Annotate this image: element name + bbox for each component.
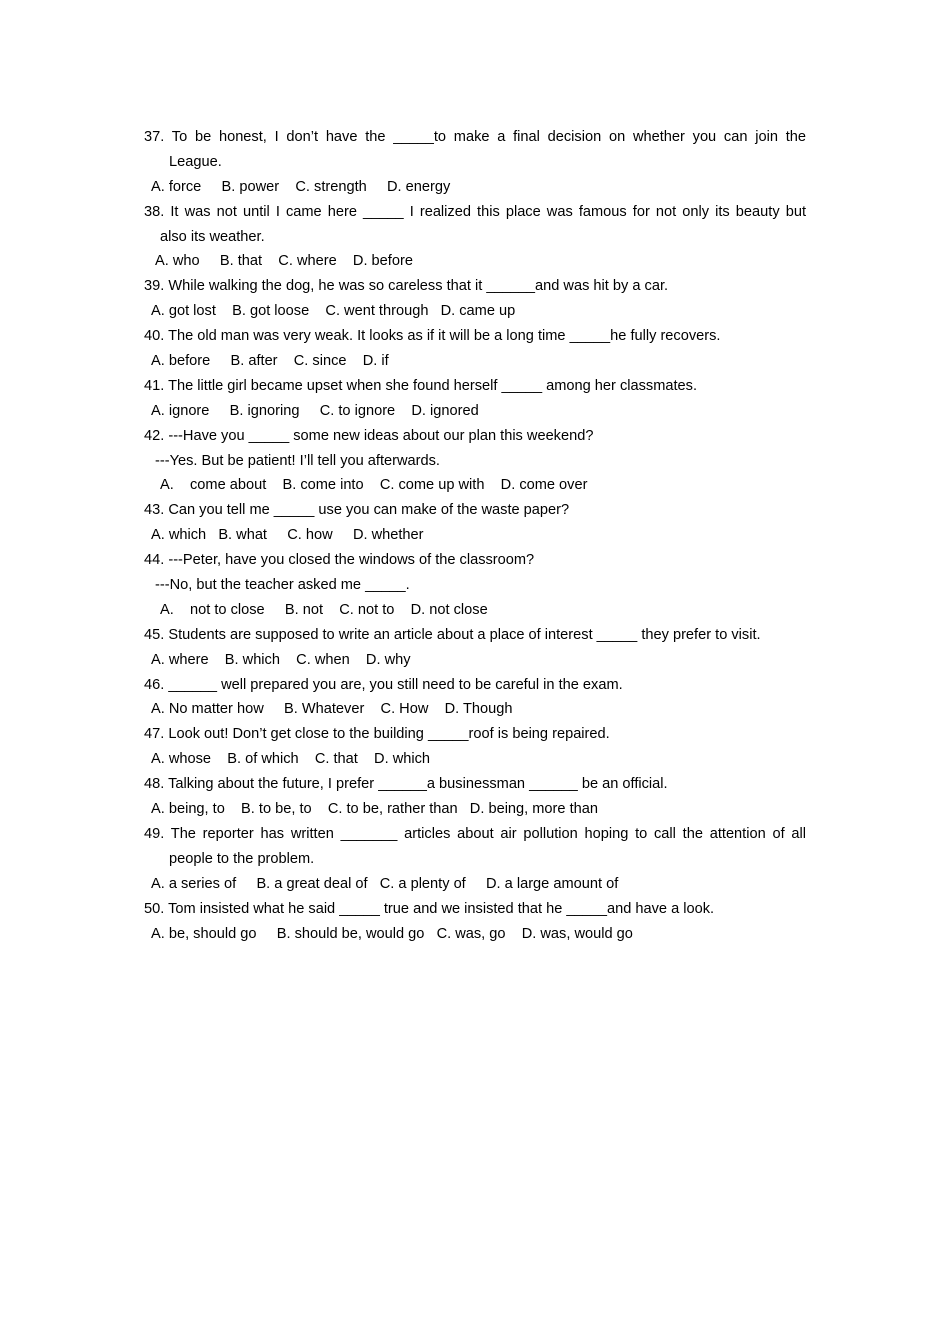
question-41-options: A. ignore B. ignoring C. to ignore D. ignored <box>151 402 479 419</box>
question-42-reply: ---Yes. But be patient! I’ll tell you afterwards. <box>155 452 440 469</box>
question-48-options: A. being, to B. to be, to C. to be, rather than D. being, more than <box>151 801 598 818</box>
question-39-text: 39. While walking the dog, he was so careless that it ______and was hit by a car. <box>144 278 669 295</box>
question-49-text-continued: people to the problem. <box>169 850 315 867</box>
question-42-options: A. come about B. come into C. come up with D. come over <box>160 477 588 494</box>
question-46-options: A. No matter how B. Whatever C. How D. Though <box>151 701 513 718</box>
question-49-options: A. a series of B. a great deal of C. a plenty of D. a large amount of <box>151 875 619 892</box>
question-45-options: A. where B. which C. when D. why <box>151 651 411 668</box>
question-48-text: 48. Talking about the future, I prefer ______a businessman ______ be an official. <box>144 776 668 793</box>
question-40-options: A. before B. after C. since D. if <box>151 353 389 370</box>
question-47-options: A. whose B. of which C. that D. which <box>151 751 431 768</box>
question-39-options: A. got lost B. got loose C. went through D. came up <box>151 303 516 320</box>
question-43-text: 43. Can you tell me _____ use you can make of the waste paper? <box>144 502 570 519</box>
question-43-options: A. which B. what C. how D. whether <box>151 527 424 544</box>
question-45-text: 45. Students are supposed to write an article about a place of interest _____ they prefer to visit. <box>144 626 761 643</box>
question-44-text: 44. ---Peter, have you closed the windows of the classroom? <box>144 552 535 569</box>
question-42-text: 42. ---Have you _____ some new ideas about our plan this weekend? <box>144 427 594 444</box>
question-37-text-continued: League. <box>169 153 222 170</box>
question-50-options: A. be, should go B. should be, would go C. was, go D. was, would go <box>151 925 633 942</box>
question-41-text: 41. The little girl became upset when she found herself _____ among her classmates. <box>144 377 697 394</box>
question-37-text: 37. To be honest, I don’t have the _____to make a final decision on whether you can join the <box>144 129 806 145</box>
question-50-text: 50. Tom insisted what he said _____ true and we insisted that he _____and have a look. <box>144 900 715 917</box>
question-37-options: A. force B. power C. strength D. energy <box>151 178 451 195</box>
question-47-text: 47. Look out! Don’t get close to the building _____roof is being repaired. <box>144 726 610 743</box>
question-38-text: 38. It was not until I came here _____ I realized this place was famous for not only its beauty but <box>144 203 806 220</box>
question-38-options: A. who B. that C. where D. before <box>155 253 413 270</box>
question-40-text: 40. The old man was very weak. It looks as if it will be a long time _____he fully recovers. <box>144 328 721 345</box>
question-44-reply: ---No, but the teacher asked me _____. <box>155 577 410 594</box>
question-38-text-continued: also its weather. <box>160 228 265 245</box>
question-49-text: 49. The reporter has written _______ articles about air pollution hoping to call the attention of all <box>144 825 806 842</box>
question-list <box>144 125 806 946</box>
question-46-text: 46. ______ well prepared you are, you still need to be careful in the exam. <box>144 676 623 693</box>
question-44-options: A. not to close B. not C. not to D. not close <box>160 601 488 618</box>
